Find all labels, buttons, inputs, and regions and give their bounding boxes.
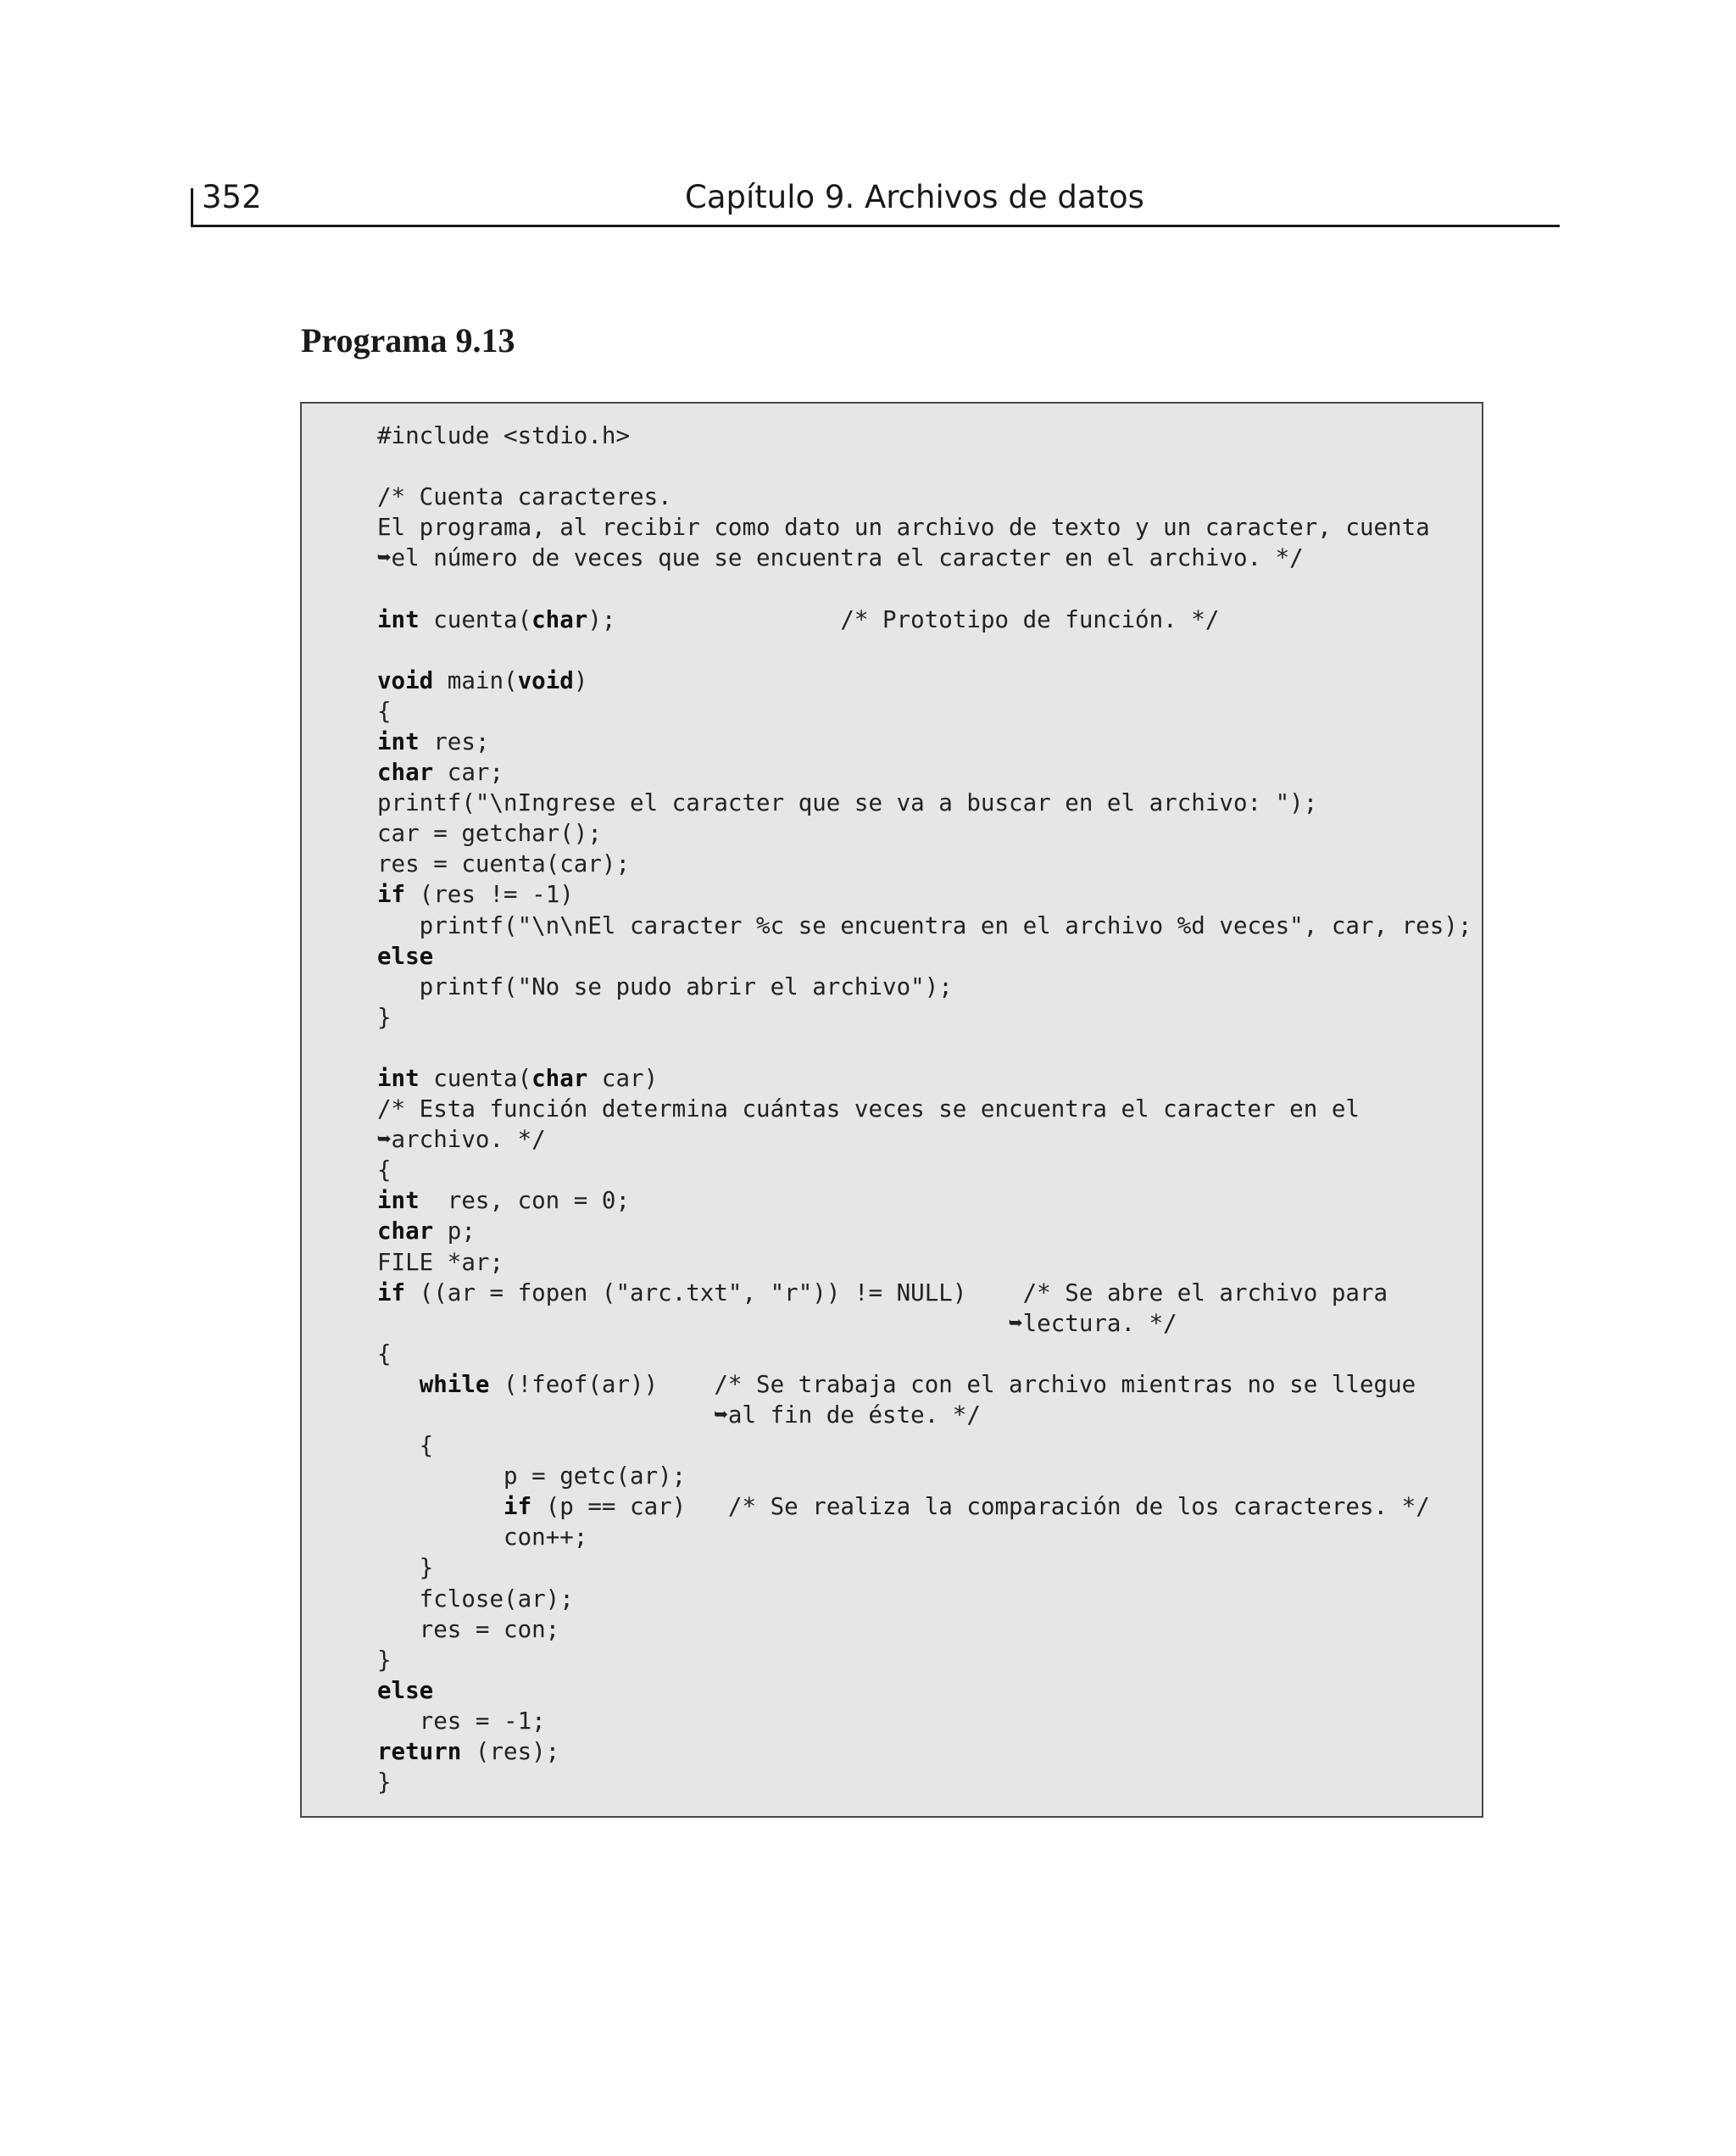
code-line bbox=[377, 421, 1472, 451]
code-text: { bbox=[377, 1156, 392, 1184]
code-text: } bbox=[377, 1554, 434, 1582]
code-line bbox=[377, 573, 1472, 604]
code-text: p; bbox=[433, 1217, 476, 1245]
code-line bbox=[377, 911, 1472, 941]
code-line bbox=[377, 696, 1472, 727]
code-line bbox=[377, 1155, 1472, 1185]
code-text: FILE *ar; bbox=[377, 1248, 504, 1276]
code-line bbox=[377, 1675, 1472, 1706]
code-keyword: char bbox=[531, 1064, 588, 1092]
code-text: ➥archivo. */ bbox=[377, 1126, 546, 1154]
code-line bbox=[377, 1736, 1472, 1767]
code-text: car = getchar(); bbox=[377, 820, 602, 848]
code-text: ➥lectura. */ bbox=[377, 1309, 1177, 1337]
code-text: cuenta( bbox=[419, 605, 532, 633]
code-text: printf("\n\nEl caracter %c se encuentra en el archivo %d veces", car, res); bbox=[377, 911, 1472, 939]
code-text bbox=[377, 1371, 420, 1398]
code-text: { bbox=[377, 1340, 392, 1368]
code-listing-box bbox=[300, 402, 1483, 1818]
code-line bbox=[377, 1645, 1472, 1675]
code-line bbox=[377, 1002, 1472, 1033]
code-text: { bbox=[377, 697, 392, 725]
code-keyword: int bbox=[377, 1187, 420, 1215]
code-text: printf("No se pudo abrir el archivo"); bbox=[377, 972, 953, 1000]
code-line bbox=[377, 451, 1472, 482]
code-keyword: while bbox=[419, 1370, 490, 1398]
code-keyword: char bbox=[531, 605, 588, 633]
code-line bbox=[377, 1430, 1472, 1461]
header-tick-mark bbox=[191, 188, 193, 227]
code-keyword: else bbox=[377, 942, 434, 970]
code-text: main( bbox=[433, 666, 518, 694]
code-line bbox=[377, 849, 1472, 879]
code-line bbox=[377, 1216, 1472, 1246]
code-line bbox=[377, 818, 1472, 849]
code-text: (p == car) /* Se realiza la comparación de los caracteres. */ bbox=[531, 1493, 1430, 1521]
code-keyword: if bbox=[377, 881, 406, 909]
code-keyword: if bbox=[377, 1279, 406, 1306]
code-line bbox=[377, 1584, 1472, 1614]
code-text: p = getc(ar); bbox=[377, 1462, 687, 1490]
code-line bbox=[377, 1063, 1472, 1094]
code-line bbox=[377, 1614, 1472, 1645]
code-line bbox=[377, 1706, 1472, 1736]
code-line bbox=[377, 972, 1472, 1002]
code-line bbox=[377, 1278, 1472, 1308]
code-line bbox=[377, 1552, 1472, 1583]
code-text: fclose(ar); bbox=[377, 1585, 574, 1613]
code-keyword: int bbox=[377, 1064, 420, 1092]
code-text: /* Cuenta caracteres. bbox=[377, 483, 672, 511]
code-line bbox=[377, 543, 1472, 573]
code-keyword: return bbox=[377, 1738, 462, 1766]
code-keyword: void bbox=[517, 666, 574, 694]
code-text bbox=[377, 1493, 504, 1520]
code-text: printf("\nIngrese el caracter que se va a buscar en el archivo: "); bbox=[377, 789, 1318, 817]
code-listing bbox=[377, 421, 1472, 1797]
code-line bbox=[377, 1369, 1472, 1400]
running-title: Capítulo 9. Archivos de datos bbox=[685, 179, 1144, 215]
code-text: (res != -1) bbox=[405, 881, 574, 909]
code-line bbox=[377, 666, 1472, 696]
code-keyword: else bbox=[377, 1676, 434, 1704]
code-text: car) bbox=[587, 1064, 659, 1092]
code-keyword: int bbox=[377, 727, 420, 755]
code-line bbox=[377, 512, 1472, 543]
code-text: El programa, al recibir como dato un archivo de texto y un caracter, cuenta bbox=[377, 514, 1430, 542]
code-line bbox=[377, 482, 1472, 512]
code-text: (res); bbox=[461, 1738, 560, 1766]
code-text: /* Esta función determina cuántas veces se encuentra el caracter en el bbox=[377, 1095, 1360, 1123]
code-text: res = -1; bbox=[377, 1707, 546, 1735]
code-line bbox=[377, 1461, 1472, 1491]
code-line bbox=[377, 604, 1472, 635]
code-line bbox=[377, 1308, 1472, 1339]
code-text: } bbox=[377, 1769, 392, 1797]
code-text: } bbox=[377, 1646, 392, 1674]
code-text: car; bbox=[433, 759, 504, 787]
code-text: ) bbox=[573, 666, 588, 694]
code-keyword: void bbox=[377, 666, 434, 694]
code-text: #include <stdio.h> bbox=[377, 422, 631, 449]
code-text: ➥el número de veces que se encuentra el caracter en el archivo. */ bbox=[377, 544, 1304, 572]
header-rule bbox=[191, 225, 1560, 227]
code-line bbox=[377, 1400, 1472, 1430]
code-keyword: char bbox=[377, 1217, 434, 1245]
code-keyword: char bbox=[377, 759, 434, 787]
code-line bbox=[377, 1491, 1472, 1522]
code-line bbox=[377, 1522, 1472, 1552]
code-text: ➥al fin de éste. */ bbox=[377, 1401, 981, 1429]
code-text: { bbox=[377, 1432, 434, 1460]
code-text: res = cuenta(car); bbox=[377, 850, 631, 878]
code-line bbox=[377, 635, 1472, 666]
code-keyword: if bbox=[504, 1493, 532, 1521]
code-text: res, con = 0; bbox=[419, 1187, 631, 1215]
code-text: res = con; bbox=[377, 1615, 560, 1643]
code-line bbox=[377, 727, 1472, 757]
code-line bbox=[377, 788, 1472, 818]
code-text: ); /* Prototipo de función. */ bbox=[587, 605, 1220, 633]
code-text: (!feof(ar)) /* Se trabaja con el archivo mientras no se llegue bbox=[489, 1370, 1416, 1398]
code-line bbox=[377, 757, 1472, 788]
code-line bbox=[377, 1247, 1472, 1278]
code-keyword: int bbox=[377, 605, 420, 633]
code-text: cuenta( bbox=[419, 1064, 532, 1092]
code-line bbox=[377, 879, 1472, 910]
page-number: 352 bbox=[202, 179, 262, 215]
code-text: res; bbox=[419, 727, 490, 755]
code-line bbox=[377, 1094, 1472, 1124]
code-line bbox=[377, 941, 1472, 972]
code-line bbox=[377, 1339, 1472, 1369]
code-text: ((ar = fopen ("arc.txt", "r")) != NULL) /* Se abre el archivo para bbox=[405, 1279, 1388, 1306]
code-line bbox=[377, 1124, 1472, 1155]
code-text: con++; bbox=[377, 1524, 588, 1552]
code-line bbox=[377, 1033, 1472, 1063]
code-line bbox=[377, 1767, 1472, 1797]
code-text: } bbox=[377, 1003, 392, 1031]
code-line bbox=[377, 1185, 1472, 1216]
program-heading: Programa 9.13 bbox=[301, 321, 515, 359]
